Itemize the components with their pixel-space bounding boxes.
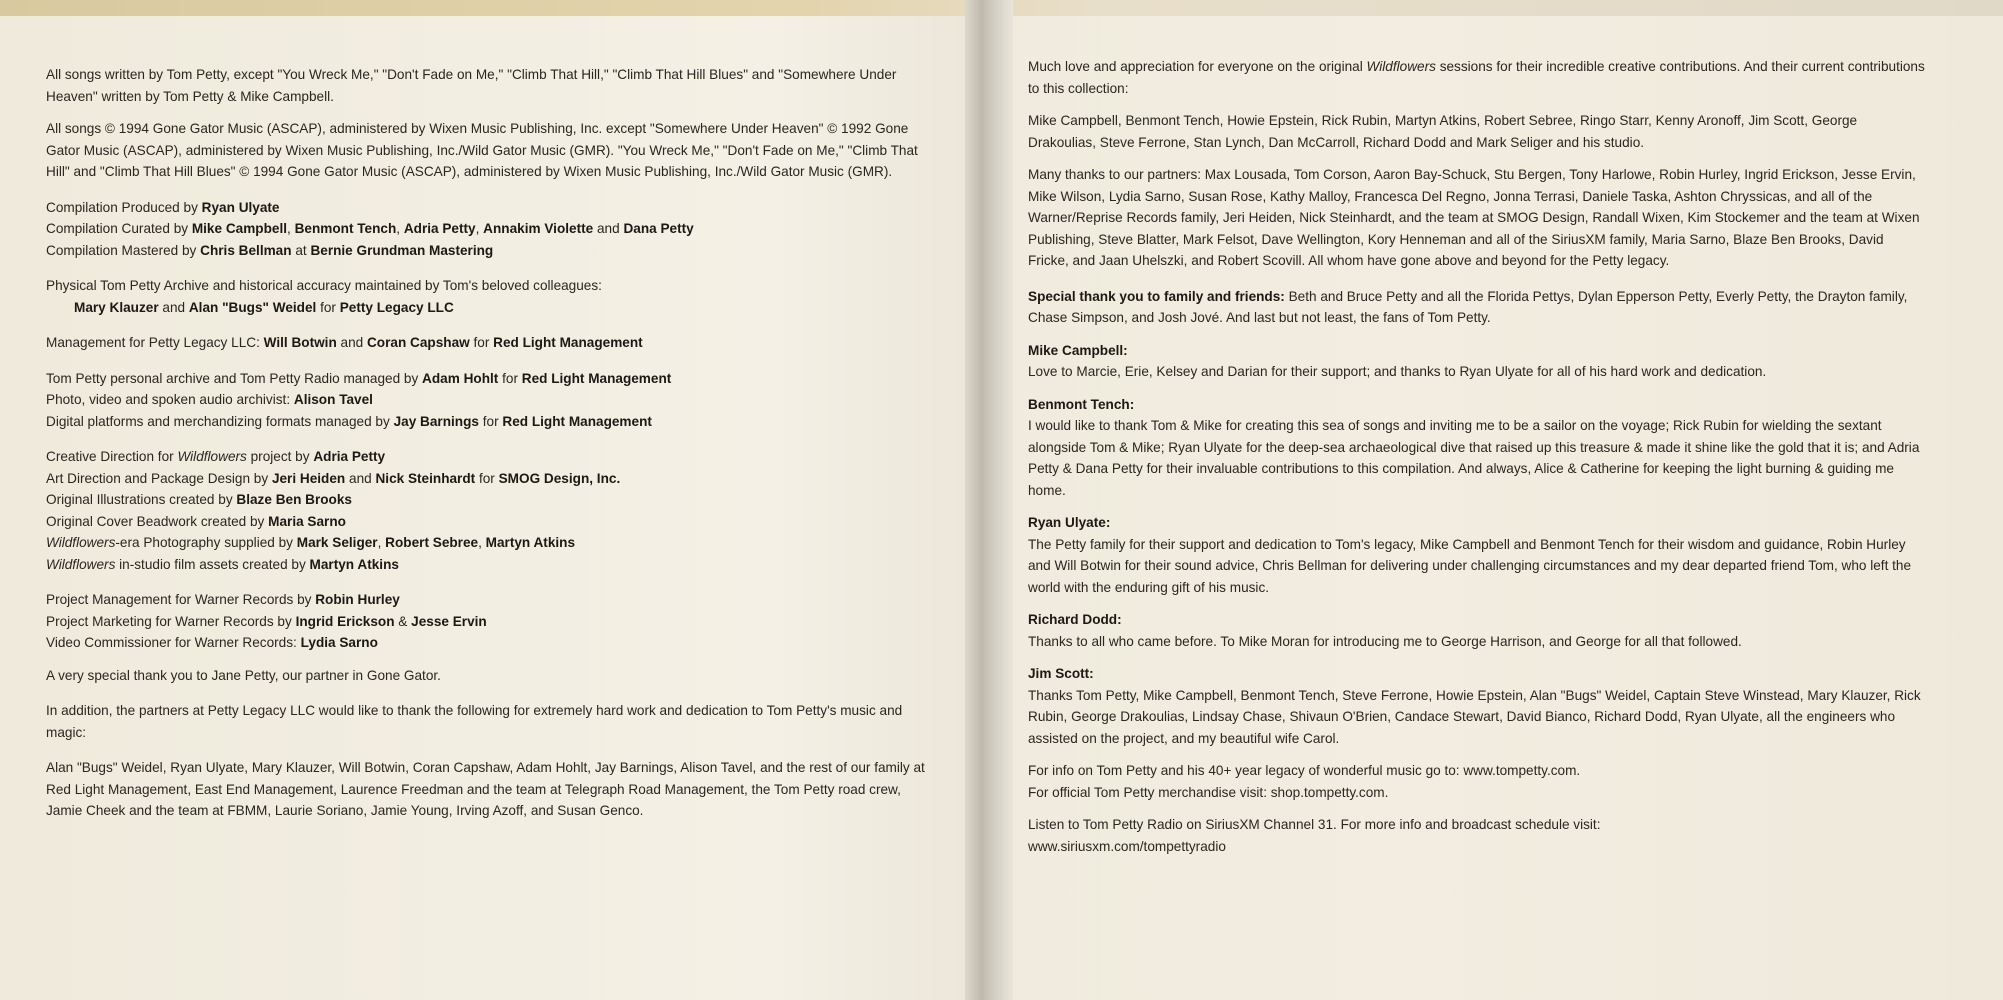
- sessions-list: Mike Campbell, Benmont Tench, Howie Epstein, Rick Rubin, Martyn Atkins, Robert Sebree, Ringo Starr, Kenny Aronoff, Jim Scott, George Drakoulias, Steve Ferrone, Stan Lynch, Dan McCarroll, Richard Dodd and Mark Seliger and his studio.: [1028, 113, 1858, 150]
- mike-campbell-thanks: Mike Campbell: Love to Marcie, Erie, Kelsey and Darian for their support; and thanks to Ryan Ulyate for all of his hard work and dedication.: [1028, 342, 1767, 379]
- partners-thanks-list: Alan "Bugs" Weidel, Ryan Ulyate, Mary Klauzer, Will Botwin, Coran Capshaw, Adam Hohlt, Jay Barnings, Alison Tavel, and the rest of our family at Red Light Management, East End Management, Laurence Freedman and the team at Telegraph Road Management, the Tom Petty road crew, Jamie Cheek and the team at FBMM, Laurie Soriano, Jamie Young, Irving Azoff, and Susan Genco.: [46, 760, 925, 818]
- radio-info: Listen to Tom Petty Radio on SiriusXM Channel 31. For more info and broadcast schedule visit: www.siriusxm.com/tompettyradio: [1028, 817, 1601, 854]
- jane-thanks: A very special thank you to Jane Petty, our partner in Gone Gator.: [46, 667, 441, 683]
- website-info: For info on Tom Petty and his 40+ year legacy of wonderful music go to: www.tompetty.com. For official Tom Petty merchandise visit: shop.tompetty.com.: [1028, 763, 1581, 800]
- right-page: [1013, 16, 2003, 1000]
- sessions-intro: Much love and appreciation for everyone on the original Wildflowers sessions for their incredible creative contributions. And their current contributions to this collection:: [1028, 59, 1925, 96]
- ryan-ulyate-thanks: Ryan Ulyate: The Petty family for their support and dedication to Tom's legacy, Mike Campbell and Benmont Tench for their wisdom and guidance, Robin Hurley and Will Botwin for their sound advice, Chris Bellman for delivering under challenging circumstances and my dear departed friend Tom, who left the world with the enduring gift of his music.: [1028, 515, 1912, 595]
- left-credits-column: [46, 64, 926, 833]
- left-page: [0, 16, 965, 1000]
- benmont-tench-thanks: Benmont Tench: I would like to thank Tom & Mike for creating this sea of songs and inviting me to be a sailor on the voyage; Rick Rubin for wielding the sextant alongside Tom & Mike; Ryan Ulyate for the deep-sea archaeological dive that raised up this treasure & made it shine like the gold that it is; and Adria Petty & Dana Petty for their invaluable contributions to this compilation. And always, Alice & Catherine for keeping the light burning & guiding me home.: [1028, 396, 1920, 498]
- right-thanks-column: [1028, 56, 1928, 868]
- publishing-credit: All songs © 1994 Gone Gator Music (ASCAP), administered by Wixen Music Publishing, Inc. except "Somewhere Under Heaven" © 1992 Gone Gator Music (ASCAP), administered by Wixen Music Publishing, Inc./Wild Gator Music (GMR). "You Wreck Me," "Don't Fade on Me," "Climb That Hill" and "Climb That Hill Blues" © 1994 Gone Gator Music (ASCAP), administered by Wixen Music Publishing, Inc./Wild Gator Music (GMR).: [46, 121, 918, 179]
- creative-credits: Creative Direction for Wildflowers project by Adria Petty Art Direction and Package Design by Jeri Heiden and Nick Steinhardt for SMOG Design, Inc. Original Illustrations created by Blaze Ben Brooks Original Cover Beadwork created by Maria Sarno Wildflowers-era Photography supplied by Mark Seliger, Robert Sebree, Martyn Atkins Wildflowers in-studio film assets created by Martyn Atkins: [46, 449, 621, 572]
- compilation-credits: Compilation Produced by Ryan Ulyate Compilation Curated by Mike Campbell, Benmont Tench, Adria Petty, Annakim Violette and Dana Petty Compilation Mastered by Chris Bellman at Bernie Grundman Mastering: [46, 199, 694, 258]
- richard-dodd-thanks: Richard Dodd: Thanks to all who came before. To Mike Moran for introducing me to George Harrison, and George for all that followed.: [1028, 612, 1742, 649]
- family-thanks: Special thank you to family and friends: Beth and Bruce Petty and all the Florida Pettys, Dylan Epperson Petty, Everly Petty, the Drayton family, Chase Simpson, and Josh Jové. And last but not least, the fans of Tom Petty.: [1028, 288, 1908, 325]
- partners-thanks-intro: In addition, the partners at Petty Legacy LLC would like to thank the following for extremely hard work and dedication to Tom Petty's music and magic:: [46, 703, 903, 740]
- warner-credits: Project Management for Warner Records by Robin Hurley Project Marketing for Warner Records by Ingrid Erickson & Jesse Ervin Video Commissioner for Warner Records: Lydia Sarno: [46, 592, 487, 650]
- jim-scott-thanks: Jim Scott: Thanks Tom Petty, Mike Campbell, Benmont Tench, Steve Ferrone, Howie Epstein, Alan "Bugs" Weidel, Captain Steve Winstead, Mary Klauzer, Rick Rubin, George Drakoulias, Lindsay Chase, Shivaun O'Brien, Candace Stewart, David Bianco, Richard Dodd, Ryan Ulyate, all the engineers who assisted on the project, and my beautiful wife Carol.: [1028, 666, 1921, 746]
- booklet-spine: [965, 0, 1013, 1000]
- songwriting-credit: All songs written by Tom Petty, except "You Wreck Me," "Don't Fade on Me," "Climb That Hill," "Climb That Hill Blues" and "Somewhere Under Heaven" written by Tom Petty & Mike Campbell.: [46, 67, 897, 104]
- management-credit: Management for Petty Legacy LLC: Will Botwin and Coran Capshaw for Red Light Management: [46, 335, 643, 350]
- partners-list: Many thanks to our partners: Max Lousada, Tom Corson, Aaron Bay-Schuck, Stu Bergen, Tony Harlowe, Robin Hurley, Ingrid Erickson, Jesse Ervin, Mike Wilson, Lydia Sarno, Susan Rose, Kathy Malloy, Francesca Del Regno, Jonna Terrasi, Daniele Taska, Ashton Chryssicas, and all of the Warner/Reprise Records family, Jeri Heiden, Nick Steinhardt, and the team at SMOG Design, Randall Wixen, Kim Stockemer and the team at Wixen Publishing, Steve Blatter, Mark Felsot, Dave Wellington, Kory Henneman and all of the SiriusXM family, Maria Sarno, Blaze Ben Brooks, David Fricke, and Jaan Uhelszki, and Robert Scovill. All whom have gone above and beyond for the Petty legacy.: [1028, 167, 1920, 268]
- archive-credit: Physical Tom Petty Archive and historical accuracy maintained by Tom's beloved colleagues: Mary Klauzer and Alan "Bugs" Weidel for Petty Legacy LLC: [46, 278, 602, 315]
- personal-archive-credits: Tom Petty personal archive and Tom Petty Radio managed by Adam Hohlt for Red Light Management Photo, video and spoken audio archivist: Alison Tavel Digital platforms and merchandizing formats managed by Jay Barnings for Red Light Management: [46, 370, 672, 429]
